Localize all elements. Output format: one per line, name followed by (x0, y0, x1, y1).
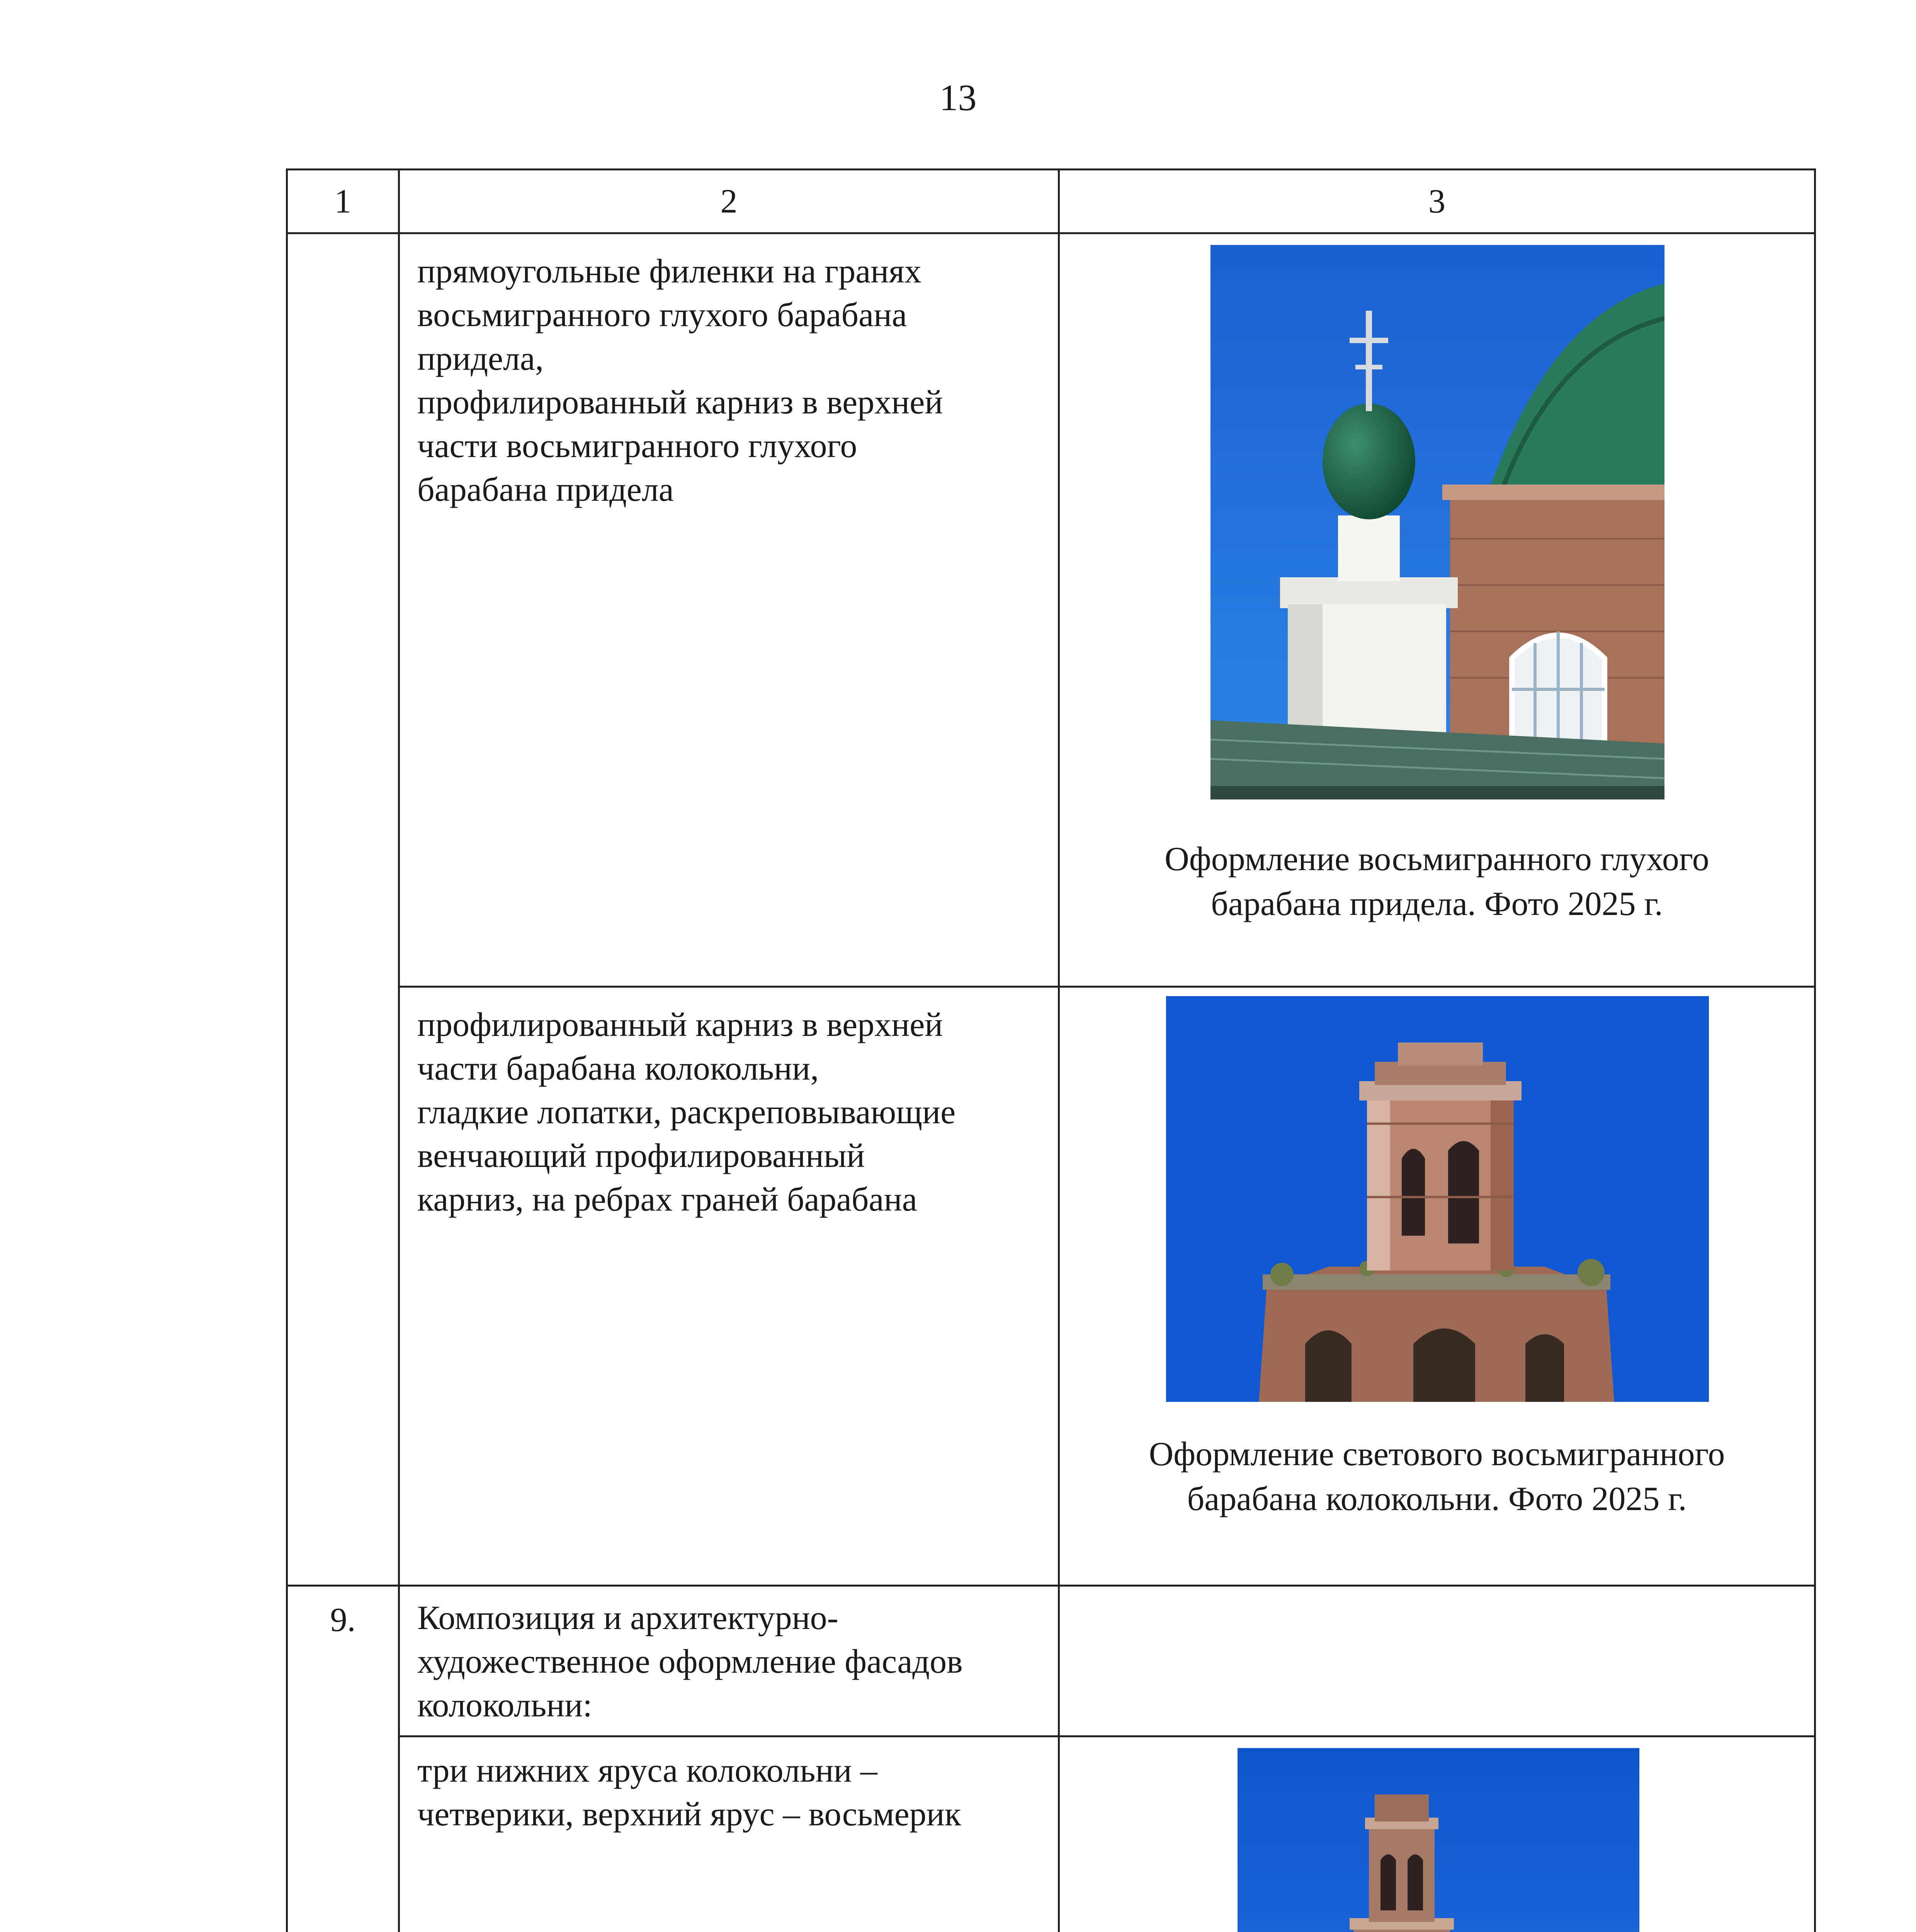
header-col-3: 3 (1059, 170, 1815, 233)
caption-line: барабана придела. Фото 2025 г. (1211, 885, 1663, 923)
feature-description (399, 1736, 1059, 1932)
row-number-cell (287, 233, 399, 1586)
description-line: восьмигранного глухого барабана (417, 296, 907, 334)
header-col-2: 2 (399, 170, 1059, 233)
photo-caption (1060, 837, 1814, 927)
description-line: три нижних яруса колокольни – (417, 1752, 877, 1789)
description-line: барабана придела (417, 471, 674, 509)
description-line: Композиция и архитектурно- (417, 1599, 838, 1637)
table-row (287, 1736, 1815, 1932)
table-row (287, 987, 1815, 1586)
caption-line: Оформление светового восьмигранного (1149, 1435, 1725, 1473)
caption-line: барабана колокольни. Фото 2025 г. (1187, 1480, 1687, 1518)
header-col-1: 1 (287, 170, 399, 233)
description-line: части восьмигранного глухого (417, 427, 857, 465)
description-line: венчающий профилированный (417, 1137, 865, 1175)
dome-drum-photo (1210, 245, 1664, 799)
feature-description (399, 233, 1059, 987)
photo-cell (1059, 1736, 1815, 1932)
caption-line: Оформление восьмигранного глухого (1165, 840, 1709, 878)
bell-tower-southwest-photo (1238, 1748, 1639, 1932)
description-line: карниз, на ребрах граней барабана (417, 1181, 917, 1218)
table-header-row (287, 170, 1815, 233)
table-row (287, 233, 1815, 987)
row-number-cell: 9. (287, 1586, 399, 1932)
description-line: части барабана колокольни, (417, 1050, 819, 1087)
photo-caption (1060, 1432, 1814, 1522)
description-line: художественное оформление фасадов (417, 1643, 963, 1680)
description-line: придела, (417, 340, 544, 378)
description-line: четверики, верхний ярус – восьмерик (417, 1796, 961, 1833)
description-line: профилированный карниз в верхней (417, 384, 943, 421)
monument-features-table (286, 168, 1816, 1932)
description-line: колокольни: (417, 1687, 592, 1724)
description-line: прямоугольные филенки на гранях (417, 253, 921, 290)
section-heading (399, 1586, 1059, 1736)
empty-photo-cell (1059, 1586, 1815, 1736)
table-row (287, 1586, 1815, 1736)
description-line: профилированный карниз в верхней (417, 1006, 943, 1044)
description-line: гладкие лопатки, раскреповывающие (417, 1094, 956, 1131)
photo-cell (1059, 987, 1815, 1586)
bell-tower-drum-photo (1166, 996, 1709, 1402)
page-number: 13 (939, 77, 977, 118)
photo-cell (1059, 233, 1815, 987)
feature-description (399, 987, 1059, 1586)
